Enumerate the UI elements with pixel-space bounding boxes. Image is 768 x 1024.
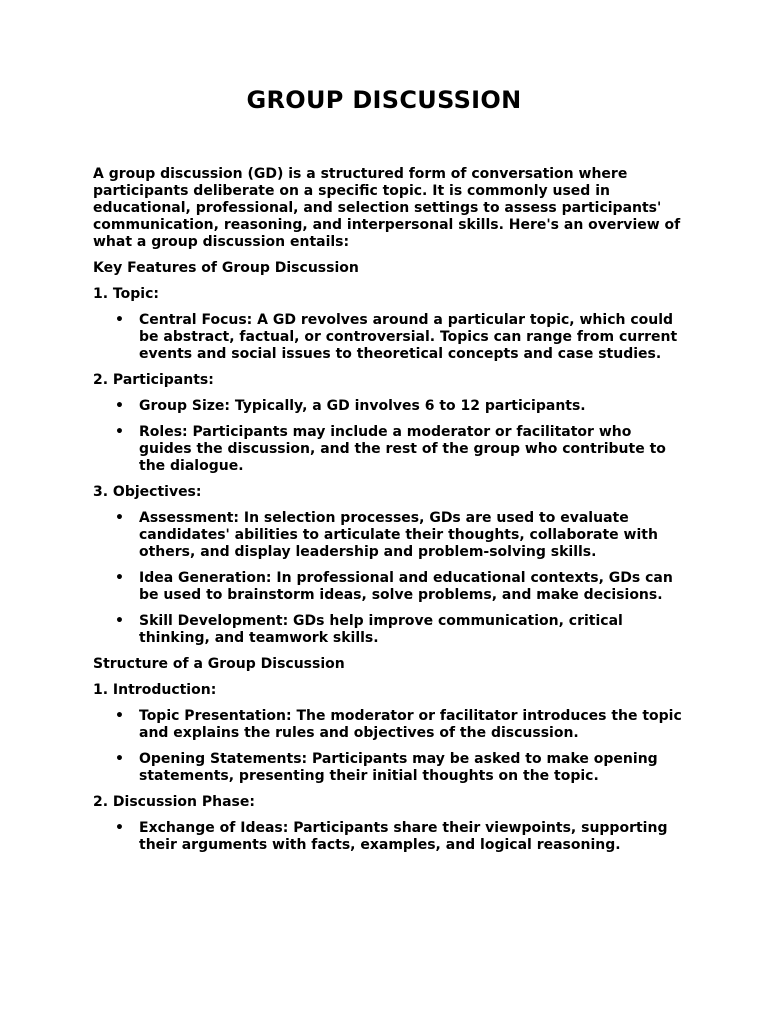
subheading-discussion-phase: 2. Discussion Phase:	[93, 794, 255, 810]
list-item	[93, 312, 683, 363]
participants-list	[93, 398, 683, 475]
list-item	[93, 613, 683, 647]
discussion-list	[93, 820, 683, 854]
list-item-text: • Exchange of Ideas: Participants share their viewpoints, supporting their arguments with facts, examples, and logical reasoning.	[139, 820, 668, 853]
list-item	[93, 708, 683, 742]
intro-paragraph: A group discussion (GD) is a structured form of conversation where participants deliberate on a specific topic. It is commonly used in educational, professional, and selection settings to assess participants' communication, reasoning, and interpersonal skills. Here's an overview of what a group discussion entails:	[93, 166, 681, 250]
introduction-list	[93, 708, 683, 785]
list-item-text: • Assessment: In selection processes, GDs are used to evaluate candidates' abilities to articulate their thoughts, collaborate with others, and display leadership and problem-solving skills.	[139, 510, 658, 560]
objectives-list	[93, 510, 683, 647]
document-body	[93, 166, 683, 863]
list-item-text: • Group Size: Typically, a GD involves 6 to 12 participants.	[139, 398, 586, 414]
list-item	[93, 751, 683, 785]
subheading-topic: 1. Topic:	[93, 286, 159, 302]
list-item-text: • Topic Presentation: The moderator or facilitator introduces the topic and explains the rules and objectives of the discussion.	[139, 708, 682, 741]
section-heading-structure: Structure of a Group Discussion	[93, 656, 345, 672]
list-item	[93, 570, 683, 604]
list-item-text: • Roles: Participants may include a moderator or facilitator who guides the discussion, and the rest of the group who contribute to the dialogue.	[139, 424, 666, 474]
list-item	[93, 820, 683, 854]
list-item	[93, 510, 683, 561]
list-item-text: • Skill Development: GDs help improve communication, critical thinking, and teamwork skills.	[139, 613, 623, 646]
topic-list	[93, 312, 683, 363]
subheading-introduction: 1. Introduction:	[93, 682, 217, 698]
subheading-objectives: 3. Objectives:	[93, 484, 202, 500]
list-item-text: • Idea Generation: In professional and educational contexts, GDs can be used to brainstorm ideas, solve problems, and make decisions.	[139, 570, 673, 603]
list-item-text: • Central Focus: A GD revolves around a particular topic, which could be abstract, factual, or controversial. Topics can range from current events and social issues to theoretical concepts and case studies.	[139, 312, 678, 362]
list-item	[93, 424, 683, 475]
page-title: GROUP DISCUSSION	[246, 86, 522, 114]
section-heading-key-features: Key Features of Group Discussion	[93, 260, 359, 276]
subheading-participants: 2. Participants:	[93, 372, 214, 388]
list-item	[93, 398, 683, 415]
list-item-text: • Opening Statements: Participants may be asked to make opening statements, presenting their initial thoughts on the topic.	[139, 751, 658, 784]
